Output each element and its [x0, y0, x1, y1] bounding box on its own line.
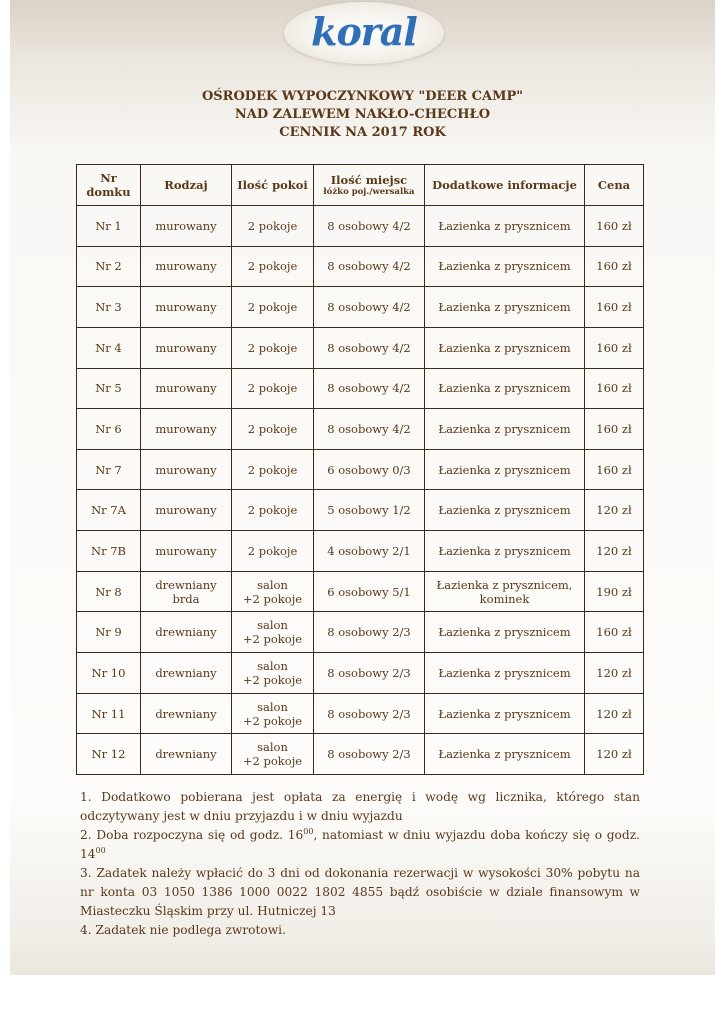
- cell-info: [425, 409, 585, 450]
- cell-rodzaj: [141, 612, 232, 653]
- cell-rodzaj-line: murowany: [155, 503, 217, 518]
- cell-miejsca: 6 osobowy 0/3: [314, 449, 425, 490]
- cell-miejsca: 8 osobowy 2/3: [314, 612, 425, 653]
- cell-rodzaj: [141, 490, 232, 531]
- cell-info: [425, 612, 585, 653]
- cell-pokoje: [232, 327, 314, 368]
- cell-pokoje-line: 2 pokoje: [247, 340, 298, 355]
- cell-pokoje-line: salon: [257, 577, 288, 592]
- cell-rodzaj-line: murowany: [155, 422, 217, 437]
- cell-miejsca: 8 osobowy 4/2: [314, 206, 425, 247]
- cell-rodzaj-line: murowany: [155, 462, 217, 477]
- cell-info-line: Łazienka z prysznicem: [438, 543, 571, 558]
- cell-pokoje: [232, 490, 314, 531]
- table-row: [77, 693, 644, 734]
- cell-info-line: Łazienka z prysznicem: [438, 218, 571, 233]
- cell-rodzaj-line: murowany: [155, 381, 217, 396]
- cell-pokoje: [232, 287, 314, 328]
- cell-miejsca: 8 osobowy 4/2: [314, 287, 425, 328]
- cell-pokoje-line: 2 pokoje: [247, 503, 298, 518]
- cell-info: [425, 368, 585, 409]
- cell-cena: 160 zł: [585, 612, 644, 653]
- cell-pokoje-line: 2 pokoje: [247, 422, 298, 437]
- cell-info: [425, 327, 585, 368]
- cell-miejsca: 5 osobowy 1/2: [314, 490, 425, 531]
- cell-cena: 120 zł: [585, 734, 644, 775]
- header-pokoje: Ilość pokoi: [232, 165, 314, 206]
- cell-info-line: Łazienka z prysznicem: [438, 300, 571, 315]
- cell-cena: 160 zł: [585, 409, 644, 450]
- cell-pokoje: [232, 653, 314, 694]
- cell-nr: Nr 1: [77, 206, 141, 247]
- cell-pokoje: [232, 206, 314, 247]
- cell-miejsca: 4 osobowy 2/1: [314, 531, 425, 572]
- cell-pokoje: [232, 612, 314, 653]
- cell-pokoje-line: 2 pokoje: [247, 543, 298, 558]
- cell-rodzaj-line: drewniany: [155, 625, 217, 640]
- cell-nr: Nr 4: [77, 327, 141, 368]
- cell-miejsca: 8 osobowy 4/2: [314, 246, 425, 287]
- cell-rodzaj-line: murowany: [155, 300, 217, 315]
- header-miejsca-label: Ilość miejsc: [330, 172, 408, 187]
- cell-cena: 120 zł: [585, 653, 644, 694]
- cell-nr: Nr 7: [77, 449, 141, 490]
- cell-cena: 120 zł: [585, 490, 644, 531]
- header-miejsca-sub: łóżko poj./wersalka: [323, 186, 415, 197]
- cell-info: [425, 531, 585, 572]
- cell-cena: 160 zł: [585, 287, 644, 328]
- cell-miejsca: 8 osobowy 4/2: [314, 368, 425, 409]
- cell-info-line: Łazienka z prysznicem: [438, 706, 571, 721]
- note-2-sup-b: 00: [95, 845, 106, 855]
- cell-info-line: Łazienka z prysznicem,: [436, 577, 573, 592]
- cell-pokoje-line: 2 pokoje: [247, 300, 298, 315]
- cell-rodzaj: [141, 653, 232, 694]
- cell-info: [425, 490, 585, 531]
- cell-rodzaj: [141, 327, 232, 368]
- cell-nr: Nr 9: [77, 612, 141, 653]
- cell-info: [425, 693, 585, 734]
- price-table: [76, 164, 644, 775]
- cell-rodzaj: [141, 693, 232, 734]
- table-row: [77, 531, 644, 572]
- table-row: [77, 368, 644, 409]
- cell-info-line: Łazienka z prysznicem: [438, 625, 571, 640]
- cell-rodzaj: [141, 368, 232, 409]
- cell-pokoje: [232, 246, 314, 287]
- document-title: [0, 88, 725, 142]
- cell-nr: Nr 7B: [77, 531, 141, 572]
- cell-pokoje-line: 2 pokoje: [247, 218, 298, 233]
- cell-pokoje: [232, 368, 314, 409]
- cell-pokoje: [232, 449, 314, 490]
- header-rodzaj: Rodzaj: [141, 165, 232, 206]
- cell-cena: 160 zł: [585, 206, 644, 247]
- cell-pokoje-line: 2 pokoje: [247, 259, 298, 274]
- cell-cena: 120 zł: [585, 531, 644, 572]
- cell-pokoje: [232, 409, 314, 450]
- cell-miejsca: 8 osobowy 2/3: [314, 653, 425, 694]
- cell-rodzaj-line: murowany: [155, 543, 217, 558]
- cell-miejsca: 8 osobowy 2/3: [314, 693, 425, 734]
- cell-nr: Nr 10: [77, 653, 141, 694]
- cell-info: [425, 206, 585, 247]
- cell-cena: 190 zł: [585, 571, 644, 612]
- cell-rodzaj-line: murowany: [155, 218, 217, 233]
- header-info: Dodatkowe informacje: [425, 165, 585, 206]
- note-1: 1. Dodatkowo pobierana jest opłata za energię i wodę wg licznika, którego stan odczytywany jest w dniu przyjazdu i w dniu wyjazdu: [80, 790, 640, 823]
- cell-pokoje-line: +2 pokoje: [242, 632, 303, 647]
- cell-info-line: Łazienka z prysznicem: [438, 422, 571, 437]
- cell-info-line: Łazienka z prysznicem: [438, 462, 571, 477]
- cell-cena: 160 zł: [585, 368, 644, 409]
- cell-info: [425, 246, 585, 287]
- cell-info-line: Łazienka z prysznicem: [438, 340, 571, 355]
- table-row: [77, 409, 644, 450]
- notes-section: [80, 788, 640, 940]
- cell-rodzaj-line: brda: [172, 591, 200, 606]
- cell-info: [425, 571, 585, 612]
- cell-rodzaj-line: drewniany: [155, 747, 217, 762]
- cell-rodzaj-line: drewniany: [155, 706, 217, 721]
- table-row: [77, 246, 644, 287]
- header-nr: Nr domku: [77, 165, 141, 206]
- cell-rodzaj-line: drewniany: [155, 665, 217, 680]
- cell-miejsca: 6 osobowy 5/1: [314, 571, 425, 612]
- table-row: [77, 653, 644, 694]
- header-miejsca: [314, 165, 425, 206]
- cell-pokoje-line: 2 pokoje: [247, 381, 298, 396]
- cell-cena: 120 zł: [585, 693, 644, 734]
- cell-miejsca: 8 osobowy 2/3: [314, 734, 425, 775]
- cell-info-line: kominek: [479, 591, 530, 606]
- note-2-text-b: , natomiast w dniu wyjazdu doba kończy się o godz. 14: [80, 828, 640, 861]
- cell-pokoje-line: +2 pokoje: [242, 713, 303, 728]
- table-row: [77, 287, 644, 328]
- cell-nr: Nr 7A: [77, 490, 141, 531]
- cell-rodzaj: [141, 571, 232, 612]
- cell-pokoje-line: +2 pokoje: [242, 754, 303, 769]
- cell-pokoje-line: salon: [257, 658, 288, 673]
- header-cena: Cena: [585, 165, 644, 206]
- cell-rodzaj: [141, 246, 232, 287]
- cell-rodzaj: [141, 449, 232, 490]
- note-4: 4. Zadatek nie podlega zwrotowi.: [80, 923, 286, 937]
- note-2: [80, 826, 640, 864]
- table-row: [77, 206, 644, 247]
- table-row: [77, 734, 644, 775]
- cell-pokoje-line: 2 pokoje: [247, 462, 298, 477]
- table-body: [77, 206, 644, 775]
- koral-logo: koral: [311, 9, 417, 54]
- cell-pokoje-line: salon: [257, 618, 288, 633]
- note-3: 3. Zadatek należy wpłacić do 3 dni od dokonania rezerwacji w wysokości 30% pobytu na nr konta 03 1050 1386 1000 0022 1802 4855 bądź osobiście w dziale finansowym w Miasteczku Śląskim przy ul. Hutniczej 13: [80, 866, 640, 918]
- cell-nr: Nr 2: [77, 246, 141, 287]
- cell-pokoje: [232, 531, 314, 572]
- table-header-row: [77, 165, 644, 206]
- cell-info-line: Łazienka z prysznicem: [438, 747, 571, 762]
- table-row: [77, 490, 644, 531]
- cell-info: [425, 653, 585, 694]
- cell-nr: Nr 3: [77, 287, 141, 328]
- table-row: [77, 612, 644, 653]
- title-line-3: CENNIK NA 2017 ROK: [279, 125, 446, 140]
- cell-nr: Nr 12: [77, 734, 141, 775]
- cell-pokoje: [232, 734, 314, 775]
- cell-miejsca: 8 osobowy 4/2: [314, 409, 425, 450]
- title-line-2: NAD ZALEWEM NAKŁO-CHECHŁO: [234, 107, 491, 122]
- cell-info: [425, 734, 585, 775]
- cell-nr: Nr 8: [77, 571, 141, 612]
- cell-pokoje-line: salon: [257, 699, 288, 714]
- cell-pokoje: [232, 693, 314, 734]
- cell-nr: Nr 6: [77, 409, 141, 450]
- note-2-text-a: 2. Doba rozpoczyna się od godz. 16: [80, 828, 304, 842]
- cell-pokoje-line: +2 pokoje: [242, 591, 303, 606]
- title-line-1: OŚRODEK WYPOCZYNKOWY "DEER CAMP": [201, 89, 524, 104]
- cell-info-line: Łazienka z prysznicem: [438, 259, 571, 274]
- cell-info-line: Łazienka z prysznicem: [438, 381, 571, 396]
- cell-info-line: Łazienka z prysznicem: [438, 503, 571, 518]
- cell-rodzaj: [141, 734, 232, 775]
- cell-rodzaj-line: murowany: [155, 340, 217, 355]
- cell-pokoje-line: salon: [257, 740, 288, 755]
- note-2-sup-a: 00: [303, 826, 314, 836]
- cell-info: [425, 449, 585, 490]
- cell-rodzaj-line: drewniany: [155, 577, 217, 592]
- table-row: [77, 449, 644, 490]
- table-row: [77, 571, 644, 612]
- cell-rodzaj: [141, 409, 232, 450]
- cell-rodzaj: [141, 531, 232, 572]
- cell-cena: 160 zł: [585, 449, 644, 490]
- cell-rodzaj-line: murowany: [155, 259, 217, 274]
- table-row: [77, 327, 644, 368]
- cell-nr: Nr 5: [77, 368, 141, 409]
- cell-pokoje: [232, 571, 314, 612]
- cell-nr: Nr 11: [77, 693, 141, 734]
- cell-miejsca: 8 osobowy 4/2: [314, 327, 425, 368]
- cell-cena: 160 zł: [585, 327, 644, 368]
- cell-rodzaj: [141, 287, 232, 328]
- cell-rodzaj: [141, 206, 232, 247]
- cell-info: [425, 287, 585, 328]
- cell-cena: 160 zł: [585, 246, 644, 287]
- cell-pokoje-line: +2 pokoje: [242, 672, 303, 687]
- cell-info-line: Łazienka z prysznicem: [438, 665, 571, 680]
